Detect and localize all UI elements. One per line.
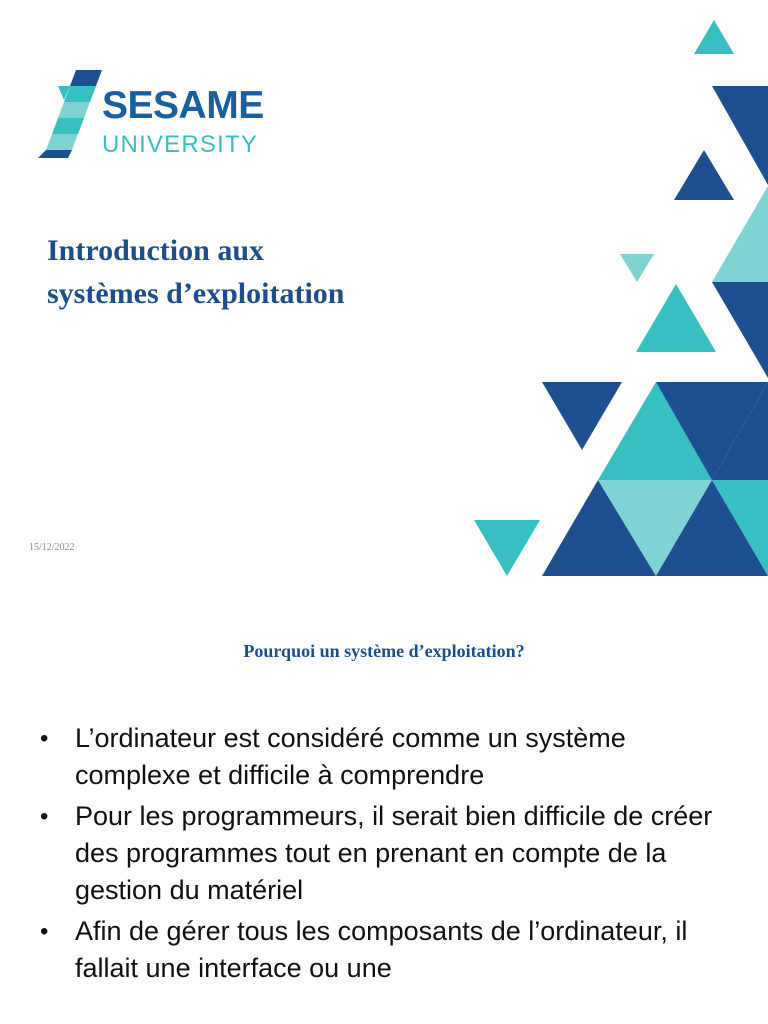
bullet-icon: • [40, 803, 49, 830]
light-teal-triangle [712, 186, 768, 282]
slide-title-line-1: Introduction aux [47, 234, 265, 267]
logo-subtitle: UNIVERSITY [102, 131, 259, 158]
slide-title [47, 229, 467, 315]
bullet-text: Afin de gérer tous les composants de l’ordinateur, il fallait une interface ou une [75, 916, 688, 983]
sesame-logo-icon [36, 68, 106, 160]
sesame-university-logo [36, 68, 264, 164]
dark-blue-triangle-top [712, 86, 768, 185]
logo-wordmark: SESAME [102, 84, 264, 127]
bullet-icon: • [40, 725, 49, 752]
dark-blue-triangle-right [712, 282, 768, 378]
slide-heading: Pourquoi un système d’exploitation? [243, 641, 525, 661]
teal-down-triangle-bottom [474, 520, 540, 576]
bullet-item [40, 798, 740, 909]
bullet-item [40, 720, 740, 794]
small-light-teal-triangle [620, 254, 654, 282]
slide-date: 15/12/2022 [29, 542, 75, 553]
bullet-list [40, 720, 740, 991]
dark-blue-down-triangle [542, 382, 622, 450]
bullet-item [40, 913, 740, 987]
content-slide [0, 576, 768, 1024]
bullet-icon: • [40, 918, 49, 945]
bullet-text: Pour les programmeurs, il serait bien difficile de créer des programmes tout en prenant en compte de la gestion du matériel [75, 801, 713, 905]
small-teal-triangle [694, 20, 734, 54]
teal-triangle-mid [636, 284, 716, 352]
slide-title-line-2: systèmes d’exploitation [47, 277, 345, 310]
bullet-text: L’ordinateur est considéré comme un système complexe et difficile à comprendre [75, 723, 626, 790]
dark-blue-triangle-mid [674, 150, 734, 200]
